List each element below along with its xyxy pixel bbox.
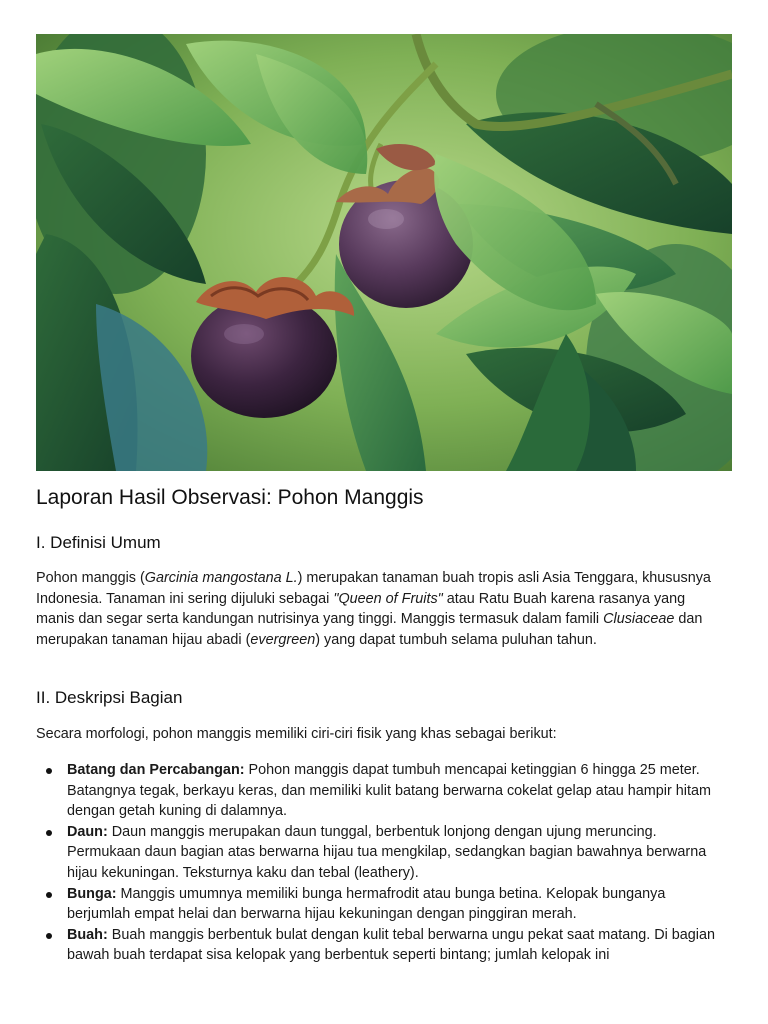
description-intro: Secara morfologi, pohon manggis memiliki ciri-ciri fisik yang khas sebagai berikut: xyxy=(36,726,557,742)
evergreen-term: evergreen xyxy=(250,631,316,648)
nickname-quote: "Queen of Fruits" xyxy=(333,590,443,607)
list-item-text: Daun manggis merupakan daun tunggal, berbentuk lonjong dengan ujung meruncing. Permukaan daun bagian atas berwarna hijau tua mengkilap, sedangkan bagian bawahnya berwarna hijau kekuningan. Teksturnya kaku dan tebal (leathery). xyxy=(67,823,707,881)
family-name: Clusiaceae xyxy=(603,611,675,628)
bullet-icon xyxy=(46,933,52,939)
bullet-icon xyxy=(46,830,52,836)
list-item-batang xyxy=(36,760,726,822)
mangosteen-photo xyxy=(36,34,732,471)
list-item-label: Batang dan Percabangan: xyxy=(67,762,245,778)
definition-paragraph: Pohon manggis (Garcinia mangostana L.) merupakan tanaman buah tropis asli Asia Tenggara, khususnya Indonesia. Tanaman ini sering dijuluki sebagai "Queen of Fruits" atau Ratu Buah karena rasanya yang manis dan segar serta kandungan nutrisinya yang tinggi. Manggis termasuk dalam famili Clusiaceae dan merupakan tanaman hijau abadi (evergreen) yang dapat tumbuh selama puluhan tahun. xyxy=(36,570,711,648)
bullet-icon xyxy=(46,892,52,898)
list-item-buah xyxy=(36,925,726,966)
list-item-bunga xyxy=(36,884,726,925)
report-title: Laporan Hasil Observasi: Pohon Manggis xyxy=(36,486,424,509)
list-item-daun xyxy=(36,822,726,884)
list-item-text: Manggis umumnya memiliki bunga hermafrodit atau bunga betina. Kelopak bunganya berjumlah empat helai dan berwarna hijau kekuningan dengan pinggiran merah. xyxy=(67,885,666,923)
section-heading-deskripsi: II. Deskripsi Bagian xyxy=(36,688,183,707)
list-item-label: Daun: xyxy=(67,823,108,840)
part-list xyxy=(36,760,726,966)
section-heading-definisi: I. Definisi Umum xyxy=(36,533,161,552)
list-item-label: Bunga: xyxy=(67,885,117,902)
scientific-name: Garcinia mangostana L. xyxy=(144,570,298,586)
list-item-text: Buah manggis berbentuk bulat dengan kulit tebal berwarna ungu pekat saat matang. Di bagian bawah buah terdapat sisa kelopak yang berbentuk seperti bintang; jumlah kelopak ini xyxy=(67,926,715,964)
list-item-text: Pohon manggis dapat tumbuh mencapai ketinggian 6 hingga 25 meter. Batangnya tegak, berkayu keras, dan memiliki kulit batang berwarna cokelat gelap atau hampir hitam dengan getah kuning di dalamnya. xyxy=(67,762,711,820)
list-item-label: Buah: xyxy=(67,926,108,943)
bullet-icon xyxy=(46,768,52,774)
